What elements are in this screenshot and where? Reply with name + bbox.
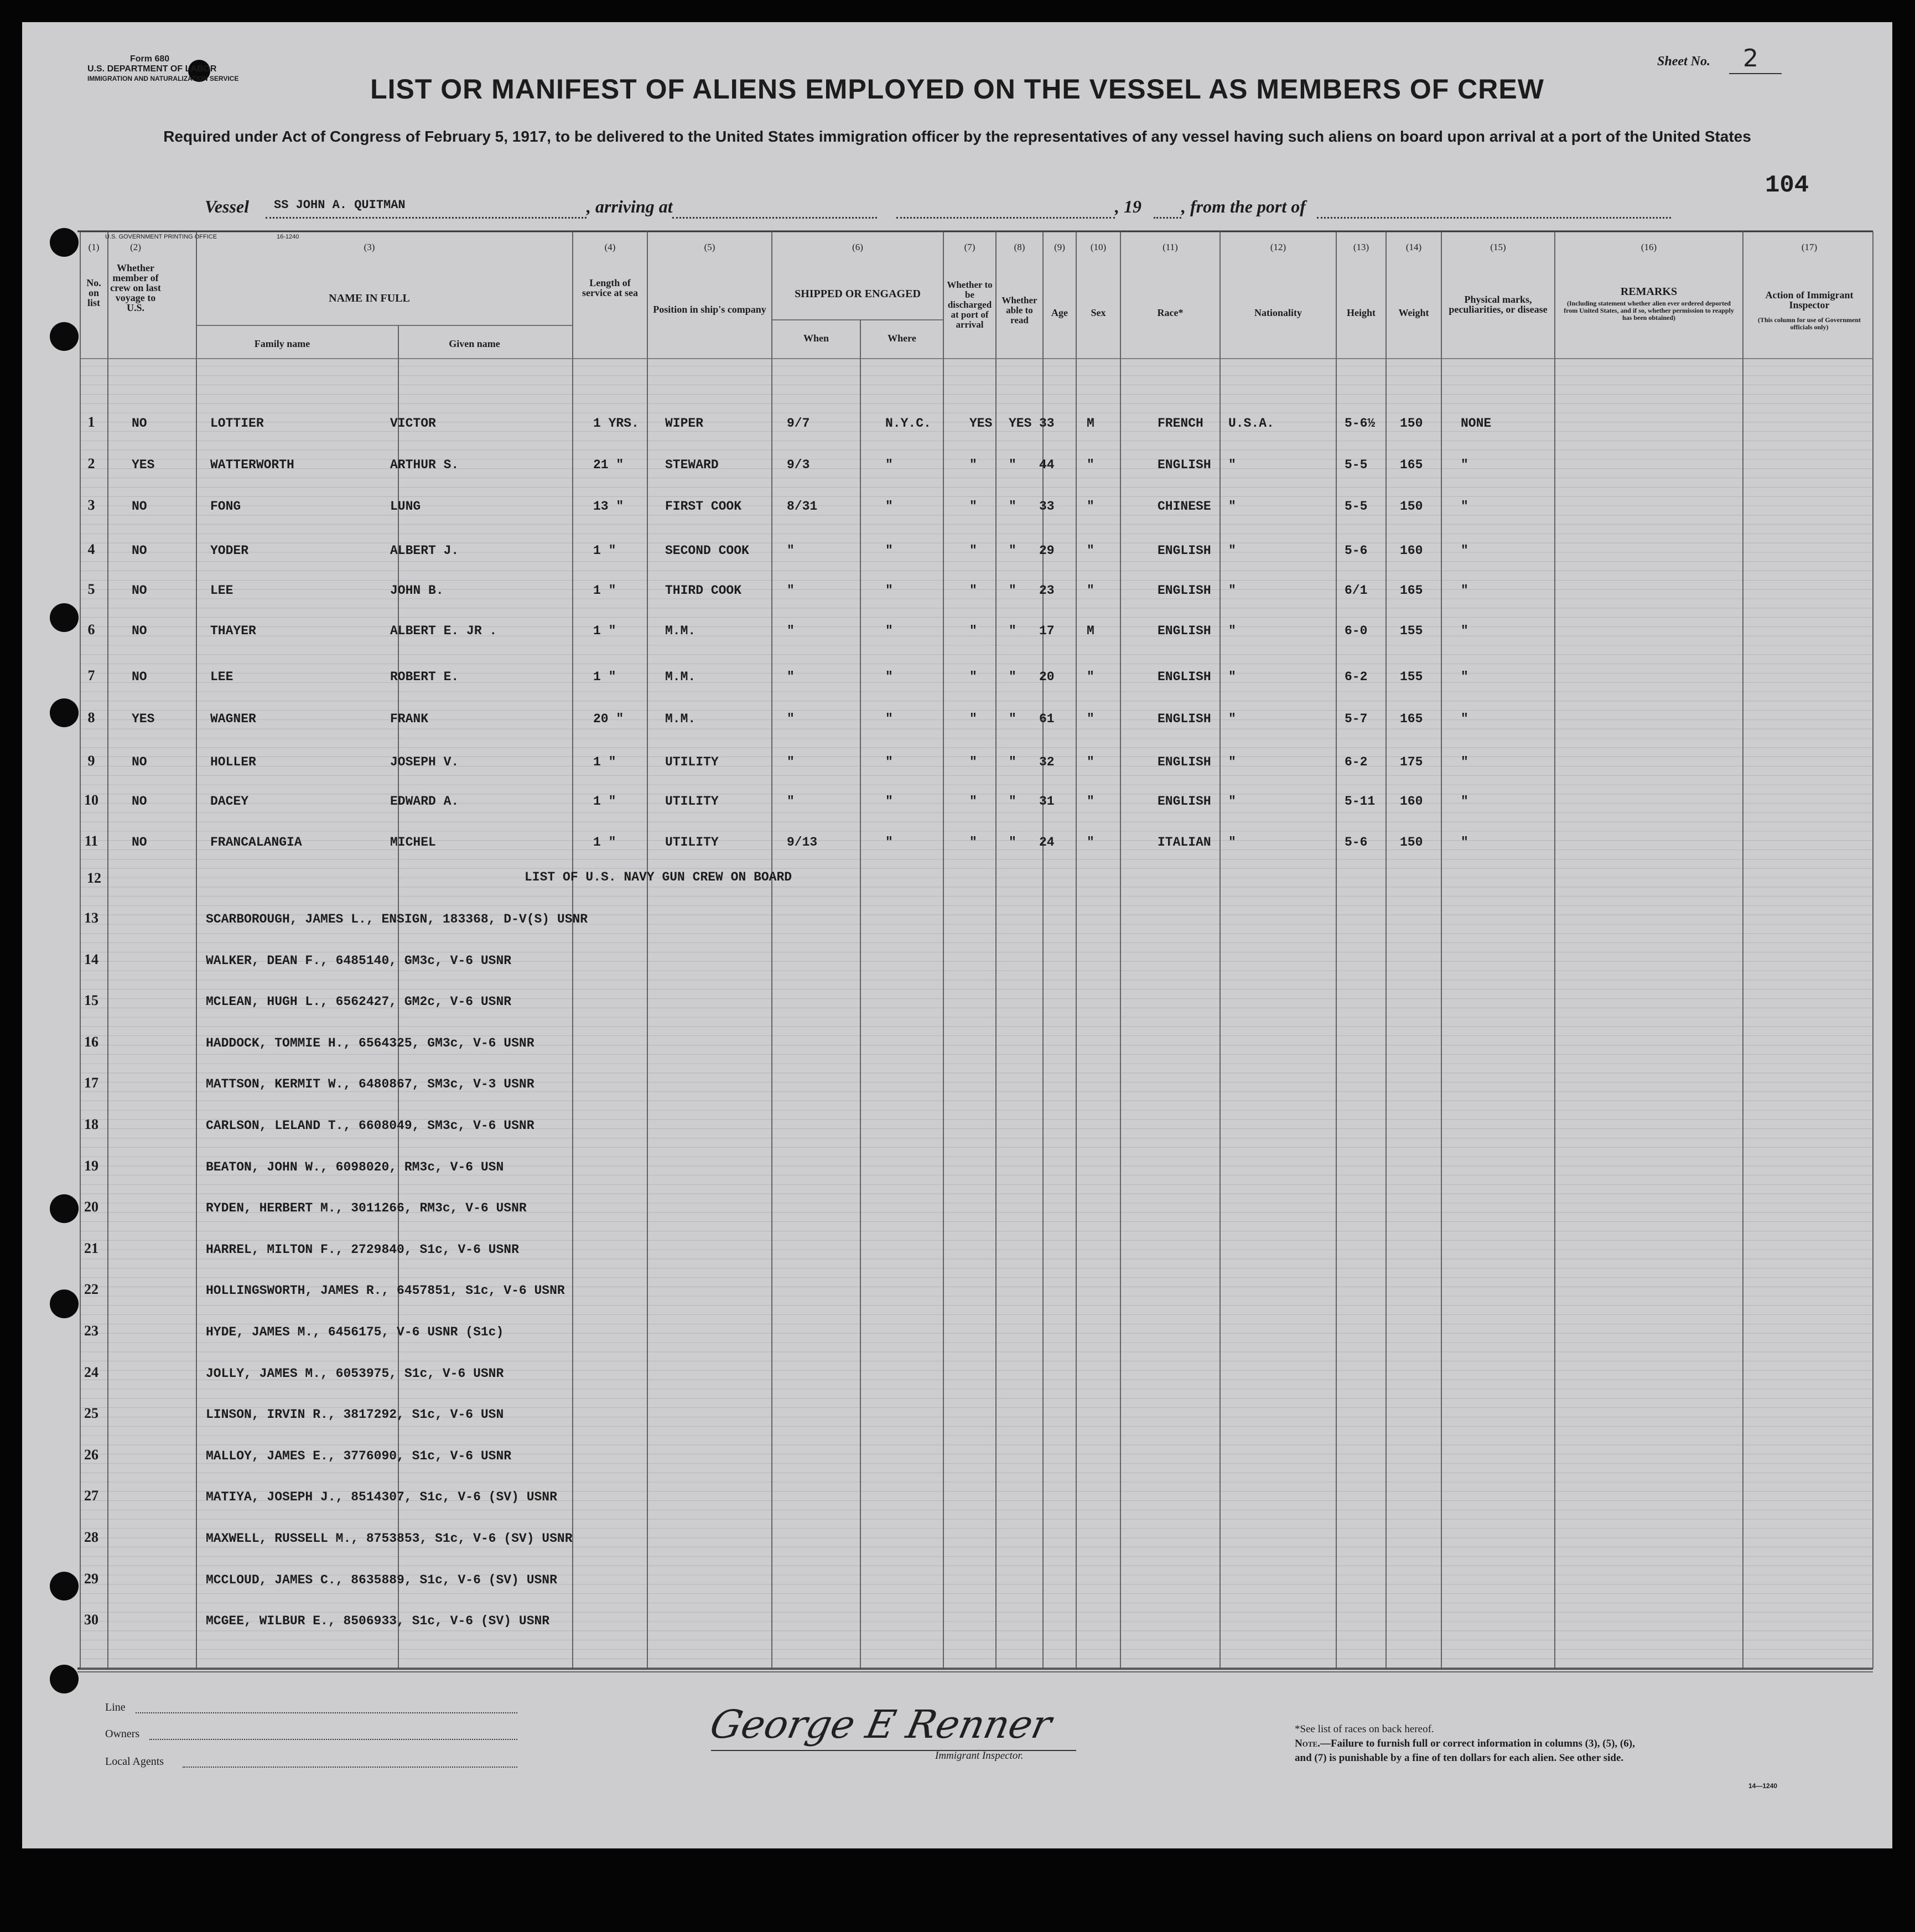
shipped-where: " — [885, 583, 893, 598]
col-6-when: When — [803, 333, 829, 344]
race: ENGLISH — [1158, 543, 1211, 558]
row-number: 13 — [84, 910, 98, 926]
col-17-num: (17) — [1801, 242, 1818, 252]
age: 31 — [1039, 794, 1055, 809]
weight: 155 — [1400, 670, 1423, 684]
col-16-num: (16) — [1641, 242, 1657, 252]
owners-label: Owners — [105, 1728, 140, 1740]
year-label: , 19 — [1115, 196, 1141, 216]
race: FRENCH — [1158, 416, 1203, 431]
col-3-label: NAME IN FULL — [329, 292, 410, 304]
form-number: Form 680 — [130, 54, 170, 64]
col-1-label: No. on list — [86, 277, 101, 308]
race: ENGLISH — [1158, 583, 1211, 598]
prev-voyage: NO — [132, 755, 147, 769]
navy-crew-entry: MALLOY, JAMES E., 3776090, S1c, V-6 USNR — [206, 1448, 512, 1463]
department-name: U.S. DEPARTMENT OF LABOR — [87, 64, 217, 74]
position: M.M. — [665, 670, 696, 684]
shipped-where: " — [885, 624, 893, 638]
family-name: WATTERWORTH — [210, 458, 294, 472]
weight: 150 — [1400, 416, 1423, 431]
position: THIRD COOK — [665, 583, 742, 598]
discharge: " — [969, 835, 977, 850]
height: 5-6½ — [1345, 416, 1376, 431]
col-16-note: (Including statement whether alien ever ordered deported from United States, and if so, whether permission to reapply has been obtained) — [1564, 299, 1734, 322]
arriving-label: , arriving at — [587, 196, 673, 216]
age: 20 — [1039, 670, 1055, 684]
weight: 165 — [1400, 458, 1423, 472]
row-number: 25 — [84, 1405, 98, 1422]
col-12-num: (12) — [1270, 242, 1286, 252]
physical-marks: NONE — [1461, 416, 1492, 431]
row-number: 14 — [84, 951, 98, 967]
race: ENGLISH — [1158, 458, 1211, 472]
nationality: " — [1228, 835, 1236, 850]
length-of-service: 1 " — [593, 755, 616, 769]
family-name: LOTTIER — [210, 416, 264, 431]
discharge: " — [969, 543, 977, 558]
given-name: ALBERT J. — [390, 543, 459, 558]
family-name: FONG — [210, 499, 241, 514]
row-number: 3 — [87, 497, 95, 513]
length-of-service: 1 YRS. — [593, 416, 639, 431]
shipped-where: " — [885, 499, 893, 514]
height: 5-6 — [1345, 835, 1368, 850]
family-name: WAGNER — [210, 712, 256, 726]
row-number: 22 — [84, 1281, 98, 1298]
races-note: *See list of races on back hereof. — [1295, 1723, 1434, 1735]
length-of-service: 13 " — [593, 499, 624, 514]
nationality: " — [1228, 624, 1236, 638]
shipped-where: " — [885, 755, 893, 769]
shipped-when: 8/31 — [787, 499, 818, 514]
prev-voyage: NO — [132, 835, 147, 850]
row-number: 9 — [87, 753, 95, 769]
able-to-read: " — [1009, 794, 1016, 809]
able-to-read: " — [1009, 712, 1016, 726]
age: 32 — [1039, 755, 1055, 769]
navy-crew-entry: WALKER, DEAN F., 6485140, GM3c, V-6 USNR — [206, 953, 512, 968]
col-6-label: SHIPPED OR ENGAGED — [795, 288, 921, 300]
col-14-num: (14) — [1405, 242, 1422, 252]
manifest-title: LIST OR MANIFEST OF ALIENS EMPLOYED ON THE VESSEL AS MEMBERS OF CREW — [370, 74, 1544, 105]
given-name: EDWARD A. — [390, 794, 459, 809]
sex: " — [1087, 712, 1094, 726]
navy-crew-entry: HOLLINGSWORTH, JAMES R., 6457851, S1c, V-6 USNR — [206, 1283, 565, 1298]
col-11-label: Race* — [1157, 307, 1184, 318]
height: 6-2 — [1345, 670, 1368, 684]
length-of-service: 1 " — [593, 835, 616, 850]
vessel-name: SS JOHN A. QUITMAN — [274, 198, 406, 212]
given-name: ALBERT E. JR . — [390, 624, 497, 638]
note-label: Note. — [1295, 1738, 1320, 1749]
form-code: 14—1240 — [1748, 1782, 1778, 1790]
shipped-where: " — [885, 794, 893, 809]
col-4-label: Length of service at sea — [582, 277, 638, 298]
row-number: 20 — [84, 1199, 98, 1215]
col-14-label: Weight — [1398, 307, 1429, 318]
col-2-label: Whether member of crew on last voyage to U.S. — [110, 262, 161, 313]
row-number: 5 — [87, 581, 95, 597]
sheet-label: Sheet No. — [1657, 54, 1710, 69]
position: M.M. — [665, 624, 696, 638]
shipped-when: 9/3 — [787, 458, 810, 472]
row-number: 10 — [84, 792, 98, 808]
shipped-when: 9/13 — [787, 835, 818, 850]
col-13-label: Height — [1347, 307, 1376, 318]
age: 24 — [1039, 835, 1055, 850]
able-to-read: " — [1009, 755, 1016, 769]
navy-crew-entry: HADDOCK, TOMMIE H., 6564325, GM3c, V-6 USNR — [206, 1035, 534, 1050]
able-to-read: " — [1009, 624, 1016, 638]
physical-marks: " — [1461, 499, 1468, 514]
physical-marks: " — [1461, 670, 1468, 684]
owners-field[interactable] — [149, 1739, 517, 1740]
col-1-num: (1) — [88, 242, 100, 252]
col-5-label: Position in ship's company — [653, 304, 766, 315]
position: M.M. — [665, 712, 696, 726]
navy-crew-entry: MCLEAN, HUGH L., 6562427, GM2c, V-6 USNR — [206, 995, 512, 1009]
navy-crew-entry: MAXWELL, RUSSELL M., 8753853, S1c, V-6 (SV) USNR — [206, 1531, 573, 1546]
shipped-where: " — [885, 670, 893, 684]
row-number: 23 — [84, 1323, 98, 1339]
race: CHINESE — [1158, 499, 1211, 514]
position: STEWARD — [665, 458, 719, 472]
able-to-read: YES — [1009, 416, 1032, 431]
length-of-service: 1 " — [593, 543, 616, 558]
weight: 165 — [1400, 712, 1423, 726]
length-of-service: 1 " — [593, 583, 616, 598]
family-name: THAYER — [210, 624, 256, 638]
navy-crew-entry: HYDE, JAMES M., 6456175, V-6 USNR (S1c) — [206, 1325, 504, 1339]
able-to-read: " — [1009, 583, 1016, 598]
col-6-num: (6) — [852, 242, 863, 252]
position: WIPER — [665, 416, 704, 431]
family-name: DACEY — [210, 794, 249, 809]
sex: M — [1087, 416, 1094, 431]
given-name: MICHEL — [390, 835, 436, 850]
physical-marks: " — [1461, 835, 1468, 850]
age: 23 — [1039, 583, 1055, 598]
row-number: 8 — [87, 709, 95, 726]
row-number: 18 — [84, 1116, 98, 1132]
discharge: " — [969, 583, 977, 598]
sex: " — [1087, 543, 1094, 558]
given-name: FRANK — [390, 712, 429, 726]
col-11-num: (11) — [1163, 242, 1178, 252]
manifest-subtitle: Required under Act of Congress of February 5, 1917, to be delivered to the United States immigration officer by the representatives of any vessel having such aliens on board upon arrival at a port of the United States — [163, 128, 1751, 145]
col-3-family: Family name — [254, 338, 310, 349]
height: 6/1 — [1345, 583, 1368, 598]
weight: 155 — [1400, 624, 1423, 638]
prev-voyage: NO — [132, 416, 147, 431]
inspector-signature: George E Renner — [706, 1702, 1056, 1747]
shipped-where: " — [885, 712, 893, 726]
family-name: FRANCALANGIA — [210, 835, 302, 850]
height: 6-0 — [1345, 624, 1368, 638]
shipped-when: " — [787, 583, 795, 598]
col-10-label: Sex — [1091, 307, 1106, 318]
prev-voyage: YES — [132, 458, 155, 472]
position: UTILITY — [665, 755, 719, 769]
col-13-num: (13) — [1353, 242, 1369, 252]
family-name: LEE — [210, 670, 233, 684]
age: 33 — [1039, 416, 1055, 431]
nationality: " — [1228, 499, 1236, 514]
row-number: 11 — [84, 833, 98, 849]
prev-voyage: YES — [132, 712, 155, 726]
row-number: 30 — [84, 1612, 98, 1628]
navy-crew-entry: MCCLOUD, JAMES C., 8635889, S1c, V-6 (SV) USNR — [206, 1572, 557, 1587]
height: 5-7 — [1345, 712, 1368, 726]
from-port-label: , from the port of — [1181, 196, 1306, 216]
col-15-num: (15) — [1490, 242, 1506, 252]
navy-crew-entry: SCARBOROUGH, JAMES L., ENSIGN, 183368, D-V(S) USNR — [206, 912, 588, 926]
length-of-service: 21 " — [593, 458, 624, 472]
navy-crew-entry: JOLLY, JAMES M., 6053975, S1c, V-6 USNR — [206, 1366, 504, 1381]
discharge: " — [969, 624, 977, 638]
discharge: " — [969, 670, 977, 684]
height: 5-11 — [1345, 794, 1376, 809]
nationality: " — [1228, 583, 1236, 598]
line-label: Line — [105, 1701, 126, 1713]
shipped-when: " — [787, 624, 795, 638]
sex: " — [1087, 499, 1094, 514]
col-9-num: (9) — [1054, 242, 1065, 252]
able-to-read: " — [1009, 543, 1016, 558]
nationality: " — [1228, 543, 1236, 558]
age: 33 — [1039, 499, 1055, 514]
shipped-when: 9/7 — [787, 416, 810, 431]
nationality: " — [1228, 755, 1236, 769]
navy-heading: LIST OF U.S. NAVY GUN CREW ON BOARD — [525, 870, 792, 884]
col-9-label: Age — [1051, 307, 1068, 318]
navy-crew-entry: CARLSON, LELAND T., 6608049, SM3c, V-6 USNR — [206, 1118, 534, 1133]
weight: 165 — [1400, 583, 1423, 598]
navy-crew-entry: MCGEE, WILBUR E., 8506933, S1c, V-6 (SV) USNR — [206, 1614, 550, 1629]
row-number: 21 — [84, 1240, 98, 1256]
shipped-where: N.Y.C. — [885, 416, 931, 431]
given-name: VICTOR — [390, 416, 436, 431]
age: 44 — [1039, 458, 1055, 472]
navy-crew-entry: HARREL, MILTON F., 2729840, S1c, V-6 USNR — [206, 1242, 519, 1257]
shipped-when: " — [787, 794, 795, 809]
sex: " — [1087, 670, 1094, 684]
prev-voyage: NO — [132, 624, 147, 638]
height: 6-2 — [1345, 755, 1368, 769]
row-number: 2 — [87, 455, 95, 472]
col-17-note: (This column for use of Government officials only) — [1757, 316, 1861, 331]
weight: 150 — [1400, 835, 1423, 850]
row-number: 24 — [84, 1364, 98, 1380]
col-15-label: Physical marks, peculiarities, or disease — [1449, 294, 1548, 315]
sheet-number: 2 — [1743, 44, 1758, 72]
row-number: 4 — [87, 541, 95, 557]
position: UTILITY — [665, 794, 719, 809]
physical-marks: " — [1461, 543, 1468, 558]
prev-voyage: NO — [132, 499, 147, 514]
shipped-where: " — [885, 835, 893, 850]
race: ENGLISH — [1158, 755, 1211, 769]
shipped-when: " — [787, 755, 795, 769]
col-6-where: Where — [888, 333, 916, 344]
service-name: IMMIGRATION AND NATURALIZATION SERVICE — [87, 75, 239, 82]
sex: " — [1087, 835, 1094, 850]
nationality: " — [1228, 670, 1236, 684]
height: 5-5 — [1345, 458, 1368, 472]
row-number: 19 — [84, 1157, 98, 1174]
row-number: 15 — [84, 992, 98, 1009]
position: FIRST COOK — [665, 499, 742, 514]
race: ENGLISH — [1158, 794, 1211, 809]
col-4-num: (4) — [604, 242, 616, 252]
col-5-num: (5) — [704, 242, 715, 252]
row-number: 6 — [87, 621, 95, 638]
position: UTILITY — [665, 835, 719, 850]
col-8-num: (8) — [1014, 242, 1025, 252]
given-name: JOSEPH V. — [390, 755, 459, 769]
nationality: " — [1228, 458, 1236, 472]
discharge: " — [969, 712, 977, 726]
height: 5-5 — [1345, 499, 1368, 514]
local-agents-field[interactable] — [183, 1767, 517, 1768]
given-name: ROBERT E. — [390, 670, 459, 684]
discharge: " — [969, 499, 977, 514]
row-number: 7 — [87, 667, 95, 683]
given-name: LUNG — [390, 499, 421, 514]
row-number: 29 — [84, 1570, 98, 1587]
position: SECOND COOK — [665, 543, 749, 558]
inspector-label: Immigrant Inspector. — [935, 1750, 1024, 1762]
col-7-num: (7) — [964, 242, 975, 252]
weight: 160 — [1400, 543, 1423, 558]
discharge: " — [969, 755, 977, 769]
family-name: YODER — [210, 543, 249, 558]
race: ENGLISH — [1158, 624, 1211, 638]
note-text: —Failure to furnish full or correct information in columns (3), (5), (6), and (7) is punishable by a fine of ten dollars for each alien. See other side. — [1295, 1738, 1635, 1764]
physical-marks: " — [1461, 624, 1468, 638]
col-2-num: (2) — [130, 242, 141, 252]
navy-crew-entry: RYDEN, HERBERT M., 3011266, RM3c, V-6 USNR — [206, 1201, 527, 1216]
navy-crew-entry: MATIYA, JOSEPH J., 8514307, S1c, V-6 (SV) USNR — [206, 1490, 557, 1505]
able-to-read: " — [1009, 835, 1016, 850]
shipped-when: " — [787, 712, 795, 726]
length-of-service: 1 " — [593, 624, 616, 638]
shipped-when: " — [787, 543, 795, 558]
able-to-read: " — [1009, 670, 1016, 684]
age: 17 — [1039, 624, 1055, 638]
print-code: 16-1240 — [277, 234, 299, 240]
col-17-label: Action of Immigrant Inspector — [1765, 289, 1854, 310]
weight: 160 — [1400, 794, 1423, 809]
line-field[interactable] — [136, 1712, 517, 1713]
prev-voyage: NO — [132, 794, 147, 809]
local-agents-label: Local Agents — [105, 1755, 164, 1768]
sex: M — [1087, 624, 1094, 638]
able-to-read: " — [1009, 499, 1016, 514]
col-3-given: Given name — [449, 338, 500, 349]
sex: " — [1087, 794, 1094, 809]
nationality: U.S.A. — [1228, 416, 1274, 431]
discharge: YES — [969, 416, 993, 431]
length-of-service: 20 " — [593, 712, 624, 726]
discharge: " — [969, 794, 977, 809]
col-16-label: REMARKS — [1620, 286, 1678, 298]
row-number: 16 — [84, 1033, 98, 1050]
row-number: 27 — [84, 1488, 98, 1504]
weight: 150 — [1400, 499, 1423, 514]
physical-marks: " — [1461, 583, 1468, 598]
shipped-where: " — [885, 543, 893, 558]
col-10-num: (10) — [1090, 242, 1107, 252]
sex: " — [1087, 458, 1094, 472]
navy-crew-entry: LINSON, IRVIN R., 3817292, S1c, V-6 USN — [206, 1407, 504, 1422]
race: ENGLISH — [1158, 670, 1211, 684]
printing-office: U.S. GOVERNMENT PRINTING OFFICE — [105, 234, 217, 240]
fine-note — [1295, 1737, 1638, 1765]
shipped-when: " — [787, 670, 795, 684]
sex: " — [1087, 583, 1094, 598]
shipped-where: " — [885, 458, 893, 472]
weight: 175 — [1400, 755, 1423, 769]
nationality: " — [1228, 794, 1236, 809]
nationality: " — [1228, 712, 1236, 726]
length-of-service: 1 " — [593, 670, 616, 684]
given-name: JOHN B. — [390, 583, 444, 598]
prev-voyage: NO — [132, 543, 147, 558]
race: ENGLISH — [1158, 712, 1211, 726]
prev-voyage: NO — [132, 583, 147, 598]
navy-crew-entry: MATTSON, KERMIT W., 6480867, SM3c, V-3 USNR — [206, 1077, 534, 1092]
family-name: LEE — [210, 583, 233, 598]
row-number: 28 — [84, 1529, 98, 1545]
physical-marks: " — [1461, 755, 1468, 769]
age: 61 — [1039, 712, 1055, 726]
physical-marks: " — [1461, 458, 1468, 472]
prev-voyage: NO — [132, 670, 147, 684]
vessel-label: Vessel — [205, 196, 249, 216]
height: 5-6 — [1345, 543, 1368, 558]
able-to-read: " — [1009, 458, 1016, 472]
col-7-label: Whether to be discharged at port of arrival — [947, 279, 993, 330]
row-number: 17 — [84, 1075, 98, 1091]
family-name: HOLLER — [210, 755, 256, 769]
col-12-label: Nationality — [1254, 307, 1302, 318]
race: ITALIAN — [1158, 835, 1211, 850]
length-of-service: 1 " — [593, 794, 616, 809]
navy-heading-number: 12 — [87, 870, 101, 886]
navy-crew-entry: BEATON, JOHN W., 6098020, RM3c, V-6 USN — [206, 1159, 504, 1174]
col-3-num: (3) — [364, 242, 375, 252]
row-number: 26 — [84, 1446, 98, 1463]
discharge: " — [969, 458, 977, 472]
col-8-label: Whether able to read — [1001, 295, 1037, 325]
age: 29 — [1039, 543, 1055, 558]
page-stamp: 104 — [1765, 172, 1809, 199]
given-name: ARTHUR S. — [390, 458, 459, 472]
manifest-sheet — [22, 22, 1892, 1848]
physical-marks: " — [1461, 794, 1468, 809]
physical-marks: " — [1461, 712, 1468, 726]
sex: " — [1087, 755, 1094, 769]
row-number: 1 — [87, 414, 95, 430]
